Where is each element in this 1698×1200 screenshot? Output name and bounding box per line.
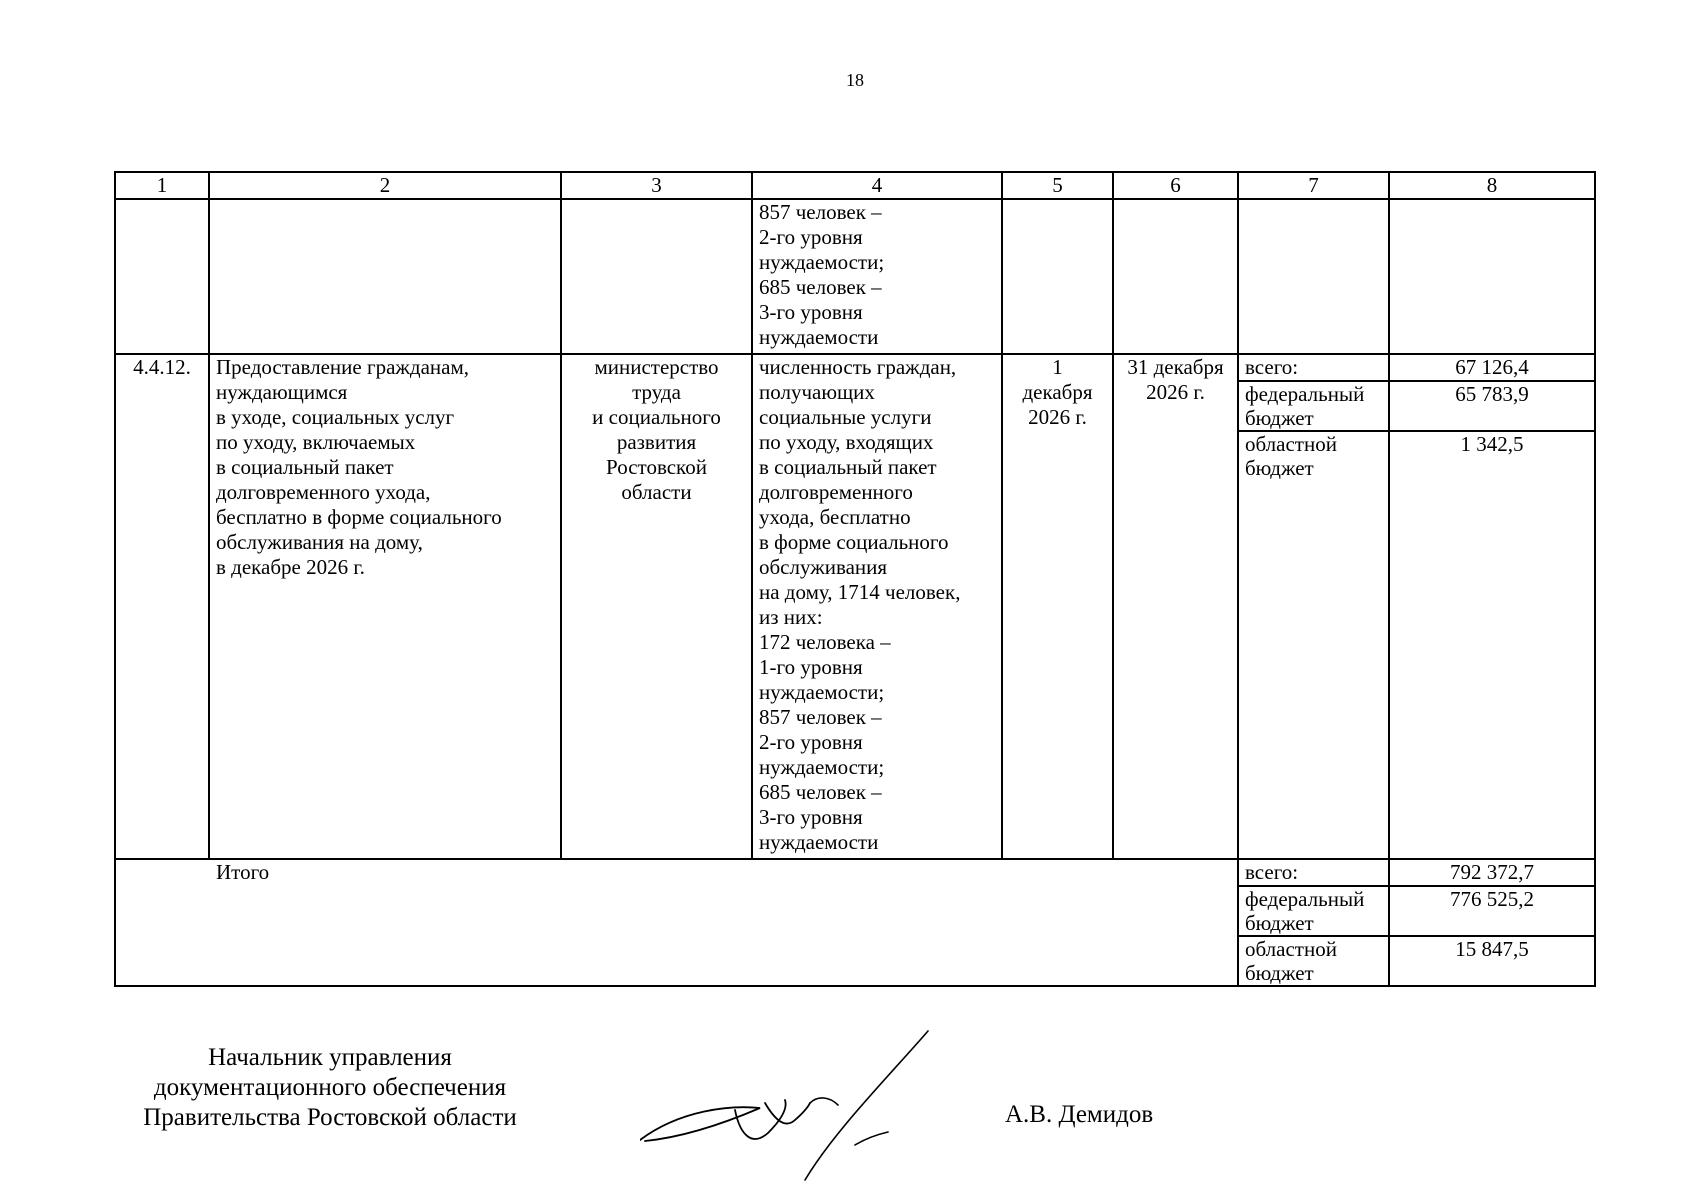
column-number: 8 (1389, 172, 1595, 199)
empty-cell (209, 199, 561, 354)
empty-cell (1002, 199, 1113, 354)
total-label: Итого (115, 859, 1238, 886)
start-date: 1 декабря 2026 г. (1002, 354, 1113, 859)
empty-cell (115, 199, 209, 354)
funding-source: федеральный бюджет (1238, 886, 1389, 936)
empty-cell (1238, 199, 1389, 354)
end-date: 31 декабря 2026 г. (1113, 354, 1238, 859)
funding-amount: 15 847,5 (1389, 936, 1595, 986)
funding-amount: 1 342,5 (1389, 431, 1595, 859)
funding-amount: 776 525,2 (1389, 886, 1595, 936)
funding-amount: 792 372,7 (1389, 859, 1595, 886)
signatory-position: Начальник управления документационного обеспечения Правительства Ростовской области (143, 1044, 517, 1131)
column-number: 4 (752, 172, 1002, 199)
continuation-row (115, 199, 1595, 354)
signatory-name: А.В. Демидов (1005, 1101, 1154, 1128)
indicator-cell: 857 человек – 2-го уровня нуждаемости; 685 человек – 3-го уровня нуждаемости (752, 199, 1002, 354)
column-number: 6 (1113, 172, 1238, 199)
column-number: 7 (1238, 172, 1389, 199)
funding-source: областной бюджет (1238, 431, 1389, 859)
handwritten-signature (640, 1025, 940, 1185)
column-number: 1 (115, 172, 209, 199)
funding-source: всего: (1238, 859, 1389, 886)
indicator-cell: численность граждан, получающих социальные услуги по уходу, входящих в социальный пакет долговременного ухода, бесплатно в форме социального обслуживания на дому, 1714 человек, из них: 172 человека – 1-го уровня нуждаемости; 857 человек – 2-го уровня нуждаемости; 685 человек – 3-го уровня нуждаемости (752, 354, 1002, 859)
column-number: 5 (1002, 172, 1113, 199)
measure-number: 4.4.12. (115, 354, 209, 859)
total-row (115, 859, 1595, 886)
total-row (115, 936, 1595, 986)
funding-source: федеральный бюджет (1238, 381, 1389, 431)
funding-source: всего: (1238, 354, 1389, 381)
empty-cell (561, 199, 752, 354)
page-number: 18 (846, 70, 864, 90)
total-row (115, 886, 1595, 936)
column-number: 2 (209, 172, 561, 199)
empty-cell (115, 936, 1238, 986)
column-number: 3 (561, 172, 752, 199)
funding-amount: 65 783,9 (1389, 381, 1595, 431)
measure-name: Предоставление гражданам, нуждающимся в уходе, социальных услуг по уходу, включаемых в социальный пакет долговременного ухода, бесплатно в форме социального обслуживания на дому, в декабре 2026 г. (209, 354, 561, 859)
funding-amount: 67 126,4 (1389, 354, 1595, 381)
funding-source: областной бюджет (1238, 936, 1389, 986)
empty-cell (1389, 199, 1595, 354)
empty-cell (115, 886, 1238, 936)
empty-cell (1113, 199, 1238, 354)
column-number-row (115, 172, 1595, 199)
table-row (115, 354, 1595, 381)
signatory-title (100, 1043, 560, 1133)
measures-table (114, 171, 1596, 987)
responsible-executor: министерство труда и социального развития Ростовской области (561, 354, 752, 859)
